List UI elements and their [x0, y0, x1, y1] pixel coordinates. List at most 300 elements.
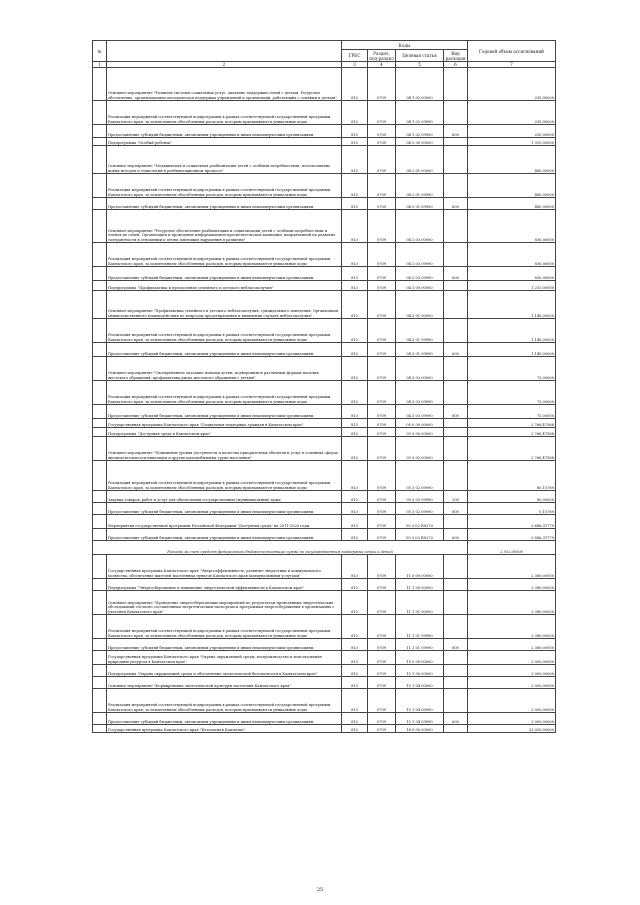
- sum-cell: 0,15789: [468, 503, 556, 515]
- num-cell: [93, 319, 107, 343]
- csr-cell: 05 3 02 09990: [396, 503, 444, 515]
- csr-cell: 04 2 01 00000: [396, 146, 444, 174]
- name-cell: Предоставление субсидий бюджетным, автономным учреждениям и иным некоммерческим организациям: [107, 405, 342, 419]
- vr-cell: [444, 651, 468, 665]
- sum-cell: 2 000,00000: [468, 651, 556, 665]
- num-cell: [93, 639, 107, 651]
- num-cell: [93, 291, 107, 319]
- num-cell: [93, 615, 107, 639]
- grbs-cell: 813: [342, 343, 368, 357]
- razdel-cell: 0709: [368, 146, 396, 174]
- table-body: [93, 68, 556, 733]
- num-cell: [93, 68, 107, 101]
- sum-cell: 2 380,00000: [468, 615, 556, 639]
- grbs-cell: 813: [342, 689, 368, 713]
- sum-cell: 2 686,31779: [468, 515, 556, 529]
- sum-cell: 2 766,47568: [468, 428, 556, 437]
- grbs-cell: 813: [342, 243, 368, 267]
- header-index: 2: [107, 62, 342, 68]
- vr-cell: [444, 689, 468, 713]
- table-row: [93, 555, 556, 579]
- razdel-cell: 0709: [368, 555, 396, 579]
- name-cell: Основное мероприятие "Развитие системы социальных услуг, оказание поддержки семей с детьми. Ресурсное обеспечение, организационно-методическая поддержка учреждений и организаций, работающих с семьями и детьми": [107, 68, 342, 101]
- grbs-cell: 813: [342, 437, 368, 461]
- num-cell: [93, 665, 107, 677]
- grbs-cell: 813: [342, 639, 368, 651]
- name-cell: Подпрограмма "Особый ребенок": [107, 138, 342, 146]
- grbs-cell: 813: [342, 138, 368, 146]
- num-cell: [93, 503, 107, 515]
- vr-cell: [444, 419, 468, 428]
- table-row: [93, 461, 556, 491]
- num-cell: [93, 210, 107, 243]
- sum-cell: 2 380,00000: [468, 555, 556, 579]
- vr-cell: [444, 461, 468, 491]
- grbs-cell: 813: [342, 419, 368, 428]
- header-vr: Вид расходов: [444, 50, 468, 62]
- vr-cell: 200: [444, 491, 468, 503]
- sum-cell: 830,00000: [468, 210, 556, 243]
- sum-cell: 2 766,47568: [468, 419, 556, 428]
- table-row: [93, 405, 556, 419]
- table-row: [93, 541, 556, 555]
- csr-cell: 04 3 03 09990: [396, 381, 444, 405]
- sum-cell: 2 000,00000: [468, 689, 556, 713]
- name-cell: Закупка товаров, работ и услуг для обеспечения государственных (муниципальных) нужд: [107, 491, 342, 503]
- razdel-cell: 0709: [368, 579, 396, 591]
- sum-cell: 75,00000: [468, 381, 556, 405]
- name-cell: Основное мероприятие "Своевременное оказание помощи детям, подвергшимся различным формам насилия, жестокого обращения, профилактика риска жестокого обращения с детьми": [107, 357, 342, 381]
- razdel-cell: 0709: [368, 381, 396, 405]
- csr-cell: 04 3 00 00000: [396, 281, 444, 291]
- name-cell: Предоставление субсидий бюджетным, автономным учреждениям и иным некоммерческим организациям: [107, 267, 342, 281]
- num-cell: [93, 725, 107, 733]
- vr-cell: [444, 677, 468, 689]
- razdel-cell: 0709: [368, 461, 396, 491]
- razdel-cell: 0709: [368, 68, 396, 101]
- vr-cell: [444, 579, 468, 591]
- razdel-cell: 0709: [368, 419, 396, 428]
- vr-cell: [444, 428, 468, 437]
- name-cell: Реализация мероприятий соответствующей подпрограммы в рамках соответствующей государственной программы Камчатского края, за исключением обособленных расходов, которым присваиваются уникальные коды: [107, 243, 342, 267]
- table-row: [93, 615, 556, 639]
- num-cell: [93, 343, 107, 357]
- grbs-cell: 813: [342, 677, 368, 689]
- note-cell: Расходы за счет средств федерального бюджета входящие сумма по государственным поддержки семьи и детей: [93, 541, 468, 555]
- vr-cell: [444, 725, 468, 733]
- num-cell: [93, 138, 107, 146]
- name-cell: Основное мероприятие "Проведение энергосберегающих мероприятий по результатам проведенных энергетических обследований согласно составленным энергетическим паспортам и программам энергосбережения в организациях с участием Камчатского края": [107, 591, 342, 615]
- csr-cell: 04 2 01 09990: [396, 198, 444, 210]
- csr-cell: 11 1 01 09990: [396, 639, 444, 651]
- name-cell: Реализация мероприятий соответствующей подпрограммы в рамках соответствующей государственной программы Камчатского края, за исключением обособленных расходов, которым присваиваются уникальные коды: [107, 615, 342, 639]
- csr-cell: 05 3 02 R0270: [396, 529, 444, 541]
- name-cell: Основное мероприятие "Ресурсное обеспечение реабилитации и социализации детей с особыми потребностями и членов их семей. Организация и проведение информационно-просветительской кампании, направленной на развитие толерантности в отношении к детям, имеющим нарушения в развитии": [107, 210, 342, 243]
- razdel-cell: 0709: [368, 591, 396, 615]
- sum-cell: 1 140,00000: [468, 319, 556, 343]
- grbs-cell: 813: [342, 381, 368, 405]
- csr-cell: 15 1 04 09990: [396, 689, 444, 713]
- sum-cell: 2 686,31779: [468, 529, 556, 541]
- vr-cell: [444, 174, 468, 198]
- sum-cell: 480,00000: [468, 174, 556, 198]
- vr-cell: [444, 357, 468, 381]
- header-index: 6: [444, 62, 468, 68]
- razdel-cell: 0709: [368, 437, 396, 461]
- name-cell: Реализация мероприятий соответствующей подпрограммы в рамках соответствующей государственной программы Камчатского края, за исключением обособленных расходов, которым присваиваются уникальные коды: [107, 319, 342, 343]
- razdel-cell: 0709: [368, 138, 396, 146]
- table-row: [93, 591, 556, 615]
- razdel-cell: 0709: [368, 243, 396, 267]
- csr-cell: 11 1 01 00000: [396, 591, 444, 615]
- header-name: [107, 41, 342, 62]
- grbs-cell: 813: [342, 357, 368, 381]
- vr-cell: [444, 243, 468, 267]
- name-cell: Основное мероприятие "Медицинская и социальная реабилитация детей с особыми потребностями, использование новых методов и технологий в реабилитационном процессе": [107, 146, 342, 174]
- table-row: [93, 343, 556, 357]
- csr-cell: 11 1 01 09990: [396, 615, 444, 639]
- grbs-cell: 813: [342, 210, 368, 243]
- header-num: №: [93, 41, 107, 62]
- table-row: [93, 437, 556, 461]
- name-cell: Подпрограмма "Профилактика и преодоление семейного и детского неблагополучия": [107, 281, 342, 291]
- grbs-cell: 813: [342, 713, 368, 725]
- name-cell: Государственная программа Камчатского края "Энергоэффективность, развитие энергетики и коммунального хозяйства, обеспечение жителей населенных пунктов Камчатского края коммунальными услугами": [107, 555, 342, 579]
- razdel-cell: 0709: [368, 529, 396, 541]
- header-csr: Целевая статья: [396, 50, 444, 62]
- grbs-cell: 813: [342, 291, 368, 319]
- name-cell: Реализация мероприятий соответствующей подпрограммы в рамках соответствующей государственной программы Камчатского края, за исключением обособленных расходов, которым присваиваются уникальные коды: [107, 461, 342, 491]
- vr-cell: [444, 437, 468, 461]
- name-cell: Подпрограмма "Энергосбережение и повышение энергетической эффективности в Камчатском крае": [107, 579, 342, 591]
- header-index: 4: [368, 62, 396, 68]
- sum-cell: 2 000,00000: [468, 677, 556, 689]
- table-row: [93, 68, 556, 101]
- csr-cell: 04 1 02 09990: [396, 101, 444, 125]
- grbs-cell: 813: [342, 555, 368, 579]
- grbs-cell: 813: [342, 146, 368, 174]
- vr-cell: 600: [444, 639, 468, 651]
- table-row: [93, 491, 556, 503]
- num-cell: [93, 437, 107, 461]
- grbs-cell: 813: [342, 125, 368, 138]
- csr-cell: 16 0 00 00000: [396, 725, 444, 733]
- razdel-cell: 0709: [368, 713, 396, 725]
- razdel-cell: 0709: [368, 319, 396, 343]
- sum-cell: 75,00000: [468, 405, 556, 419]
- num-cell: [93, 461, 107, 491]
- num-cell: [93, 428, 107, 437]
- razdel-cell: 0709: [368, 725, 396, 733]
- table-row: [93, 651, 556, 665]
- num-cell: [93, 101, 107, 125]
- vr-cell: [444, 319, 468, 343]
- grbs-cell: 813: [342, 319, 368, 343]
- sum-cell: 2 380,00000: [468, 591, 556, 615]
- vr-cell: [444, 101, 468, 125]
- table-row: [93, 243, 556, 267]
- grbs-cell: 813: [342, 591, 368, 615]
- csr-cell: 04 3 01 09990: [396, 319, 444, 343]
- table-row: [93, 291, 556, 319]
- vr-cell: [444, 138, 468, 146]
- num-cell: [93, 381, 107, 405]
- table-row: [93, 174, 556, 198]
- vr-cell: 600: [444, 267, 468, 281]
- csr-cell: 15 1 04 00000: [396, 677, 444, 689]
- sum-cell: 80,15789: [468, 461, 556, 491]
- header-razdel: Раздел, под-раздел: [369, 50, 394, 61]
- num-cell: [93, 146, 107, 174]
- razdel-cell: 0709: [368, 665, 396, 677]
- num-cell: [93, 357, 107, 381]
- vr-cell: [444, 665, 468, 677]
- vr-cell: [444, 615, 468, 639]
- grbs-cell: 813: [342, 198, 368, 210]
- header-index: 5: [396, 62, 444, 68]
- num-cell: [93, 419, 107, 428]
- grbs-cell: 813: [342, 428, 368, 437]
- razdel-cell: 0709: [368, 357, 396, 381]
- num-cell: [93, 174, 107, 198]
- razdel-cell: 0709: [368, 503, 396, 515]
- csr-cell: 05 0 00 00000: [396, 419, 444, 428]
- sum-cell: 1 140,00000: [468, 291, 556, 319]
- header-index: 1: [93, 62, 107, 68]
- grbs-cell: 813: [342, 503, 368, 515]
- table-row: [93, 210, 556, 243]
- sum-cell: 80,00000: [468, 491, 556, 503]
- name-cell: Предоставление субсидий бюджетным, автономным учреждениям и иным некоммерческим организациям: [107, 125, 342, 138]
- vr-cell: 600: [444, 125, 468, 138]
- sum-cell: 75,00000: [468, 357, 556, 381]
- name-cell: Предоставление субсидий бюджетным, автономным учреждениям и иным некоммерческим организациям: [107, 198, 342, 210]
- name-cell: Реализация мероприятий соответствующей подпрограммы в рамках соответствующей государственной программы Камчатского края, за исключением обособленных расходов, которым присваиваются уникальные коды: [107, 689, 342, 713]
- vr-cell: [444, 515, 468, 529]
- razdel-cell: 0709: [368, 174, 396, 198]
- vr-cell: 600: [444, 405, 468, 419]
- vr-cell: [444, 68, 468, 101]
- table-header: [93, 41, 556, 68]
- table-row: [93, 267, 556, 281]
- table-row: [93, 381, 556, 405]
- header-index: 7: [468, 62, 556, 68]
- num-cell: [93, 579, 107, 591]
- razdel-cell: 0709: [368, 428, 396, 437]
- grbs-cell: 813: [342, 615, 368, 639]
- csr-cell: 15 1 04 09990: [396, 713, 444, 725]
- csr-cell: 04 2 03 00000: [396, 210, 444, 243]
- num-cell: [93, 198, 107, 210]
- csr-cell: 05 3 02 00000: [396, 437, 444, 461]
- grbs-cell: 813: [342, 174, 368, 198]
- table-row: [93, 138, 556, 146]
- name-cell: Основное мероприятие "Повышение уровня доступности и качества приоритетных объектов и услуг в основных сферах жизнедеятельности инвалидов и других маломобильных групп населения": [107, 437, 342, 461]
- sum-cell: 1 215,00000: [468, 281, 556, 291]
- razdel-cell: 0709: [368, 210, 396, 243]
- name-cell: Подпрограмма "Охрана окружающей среды и обеспечение экологической безопасности в Камчатском крае": [107, 665, 342, 677]
- num-cell: [93, 591, 107, 615]
- grbs-cell: 813: [342, 405, 368, 419]
- name-cell: Реализация мероприятий соответствующей подпрограммы в рамках соответствующей государственной программы Камчатского края, за исключением обособленных расходов, которым присваиваются уникальные коды: [107, 101, 342, 125]
- razdel-cell: 0709: [368, 639, 396, 651]
- sum-cell: 235,00000: [468, 125, 556, 138]
- sum-cell: 235,00000: [468, 101, 556, 125]
- vr-cell: [444, 281, 468, 291]
- name-cell: Основное мероприятие "Профилактика семейного и детского неблагополучия, суицидального поведения. Организация межведомственного взаимодействия по вопросам предотвращения и выявления случаев неблагополучия": [107, 291, 342, 319]
- name-cell: Реализация мероприятий соответствующей подпрограммы в рамках соответствующей государственной программы Камчатского края, за исключением обособленных расходов, которым присваиваются уникальные коды: [107, 381, 342, 405]
- csr-cell: 11 0 00 00000: [396, 555, 444, 579]
- table-row: [93, 713, 556, 725]
- num-cell: [93, 405, 107, 419]
- page-number: 25: [316, 887, 324, 893]
- sum-cell: 2 552,00000: [468, 541, 556, 555]
- table-row: [93, 125, 556, 138]
- vr-cell: [444, 381, 468, 405]
- table-row: [93, 319, 556, 343]
- budget-table-sheet: [92, 40, 555, 733]
- razdel-cell: 0709: [368, 101, 396, 125]
- num-cell: [93, 281, 107, 291]
- name-cell: Мероприятия государственной программы Российской Федерации "Доступная среда" на 2011-2020 годы: [107, 515, 342, 529]
- sum-cell: 830,00000: [468, 243, 556, 267]
- table-row: [93, 639, 556, 651]
- vr-cell: [444, 291, 468, 319]
- vr-cell: [444, 210, 468, 243]
- csr-cell: 04 2 01 09990: [396, 174, 444, 198]
- header-sum: Годовой объем ассигнований: [468, 41, 556, 62]
- num-cell: [93, 651, 107, 665]
- csr-cell: 04 3 01 00000: [396, 291, 444, 319]
- razdel-cell: 0709: [368, 615, 396, 639]
- table-row: [93, 665, 556, 677]
- csr-cell: 04 2 03 09990: [396, 243, 444, 267]
- sum-cell: 1 310,00000: [468, 138, 556, 146]
- sum-cell: 1 140,00000: [468, 343, 556, 357]
- grbs-cell: 813: [342, 651, 368, 665]
- table-row: [93, 146, 556, 174]
- vr-cell: [444, 146, 468, 174]
- vr-cell: [444, 555, 468, 579]
- csr-cell: 05 3 02 R0270: [396, 515, 444, 529]
- razdel-cell: 0709: [368, 198, 396, 210]
- sum-cell: 2 380,00000: [468, 579, 556, 591]
- table-row: [93, 689, 556, 713]
- num-cell: [93, 677, 107, 689]
- table-row: [93, 503, 556, 515]
- csr-cell: 04 1 02 00000: [396, 68, 444, 101]
- grbs-cell: 813: [342, 529, 368, 541]
- table-row: [93, 515, 556, 529]
- sum-cell: 2 380,00000: [468, 639, 556, 651]
- name-cell: Государственная программа Камчатского края "Охрана окружающей среды, воспроизводство и использование природных ресурсов в Камчатском крае": [107, 651, 342, 665]
- csr-cell: 04 2 00 00000: [396, 138, 444, 146]
- razdel-cell: 0709: [368, 491, 396, 503]
- grbs-cell: 813: [342, 579, 368, 591]
- grbs-cell: 813: [342, 68, 368, 101]
- header-codes: Коды: [342, 41, 468, 50]
- name-cell: Основное мероприятие "Формирование экологической культуры населения Камчатского края": [107, 677, 342, 689]
- sum-cell: 235,00000: [468, 68, 556, 101]
- sum-cell: 480,00000: [468, 198, 556, 210]
- sum-cell: 23 050,00000: [468, 725, 556, 733]
- csr-cell: 05 3 02 09990: [396, 461, 444, 491]
- razdel-cell: 0709: [368, 291, 396, 319]
- sum-cell: 2 766,47568: [468, 437, 556, 461]
- header-index: 3: [342, 62, 368, 68]
- razdel-cell: 0709: [368, 343, 396, 357]
- num-cell: [93, 689, 107, 713]
- num-cell: [93, 713, 107, 725]
- csr-cell: 04 1 02 09990: [396, 125, 444, 138]
- name-cell: Предоставление субсидий бюджетным, автономным учреждениям и иным некоммерческим организациям: [107, 343, 342, 357]
- grbs-cell: 813: [342, 725, 368, 733]
- table-row: [93, 281, 556, 291]
- table-row: [93, 725, 556, 733]
- num-cell: [93, 243, 107, 267]
- name-cell: Предоставление субсидий бюджетным, автономным учреждениям и иным некоммерческим организациям: [107, 639, 342, 651]
- num-cell: [93, 555, 107, 579]
- grbs-cell: 813: [342, 665, 368, 677]
- name-cell: Подпрограмма "Доступная среда в Камчатском крае": [107, 428, 342, 437]
- name-cell: Предоставление субсидий бюджетным, автономным учреждениям и иным некоммерческим организациям: [107, 529, 342, 541]
- razdel-cell: 0709: [368, 677, 396, 689]
- table-row: [93, 529, 556, 541]
- csr-cell: 04 3 01 09990: [396, 343, 444, 357]
- table-row: [93, 357, 556, 381]
- num-cell: [93, 125, 107, 138]
- grbs-cell: 813: [342, 267, 368, 281]
- sum-cell: 2 000,00000: [468, 713, 556, 725]
- budget-table: [92, 40, 556, 733]
- csr-cell: 05 3 00 00000: [396, 428, 444, 437]
- table-row: [93, 419, 556, 428]
- csr-cell: 04 3 03 09990: [396, 405, 444, 419]
- table-row: [93, 198, 556, 210]
- csr-cell: 11 1 00 00000: [396, 579, 444, 591]
- grbs-cell: 813: [342, 491, 368, 503]
- num-cell: [93, 491, 107, 503]
- csr-cell: 15 1 00 00000: [396, 665, 444, 677]
- num-cell: [93, 515, 107, 529]
- vr-cell: 600: [444, 343, 468, 357]
- csr-cell: 05 3 02 09990: [396, 491, 444, 503]
- name-cell: Предоставление субсидий бюджетным, автономным учреждениям и иным некоммерческим организациям: [107, 503, 342, 515]
- vr-cell: [444, 591, 468, 615]
- table-row: [93, 101, 556, 125]
- grbs-cell: 813: [342, 515, 368, 529]
- grbs-cell: 813: [342, 461, 368, 491]
- table-row: [93, 579, 556, 591]
- sum-cell: 2 000,00000: [468, 665, 556, 677]
- grbs-cell: 813: [342, 101, 368, 125]
- header-grbs: ГРБС: [342, 50, 368, 62]
- razdel-cell: 0709: [368, 515, 396, 529]
- csr-cell: 04 3 03 00000: [396, 357, 444, 381]
- razdel-cell: 0709: [368, 651, 396, 665]
- name-cell: Реализация мероприятий соответствующей подпрограммы в рамках соответствующей государственной программы Камчатского края, за исключением обособленных расходов, которым присваиваются уникальные коды: [107, 174, 342, 198]
- razdel-cell: 0709: [368, 405, 396, 419]
- razdel-cell: 0709: [368, 267, 396, 281]
- vr-cell: 600: [444, 503, 468, 515]
- name-cell: Предоставление субсидий бюджетным, автономным учреждениям и иным некоммерческим организациям: [107, 713, 342, 725]
- table-row: [93, 428, 556, 437]
- razdel-cell: 0709: [368, 281, 396, 291]
- name-cell: Государственная программа Камчатского края "Социальная поддержка граждан в Камчатском крае": [107, 419, 342, 428]
- vr-cell: 600: [444, 198, 468, 210]
- razdel-cell: 0709: [368, 125, 396, 138]
- num-cell: [93, 267, 107, 281]
